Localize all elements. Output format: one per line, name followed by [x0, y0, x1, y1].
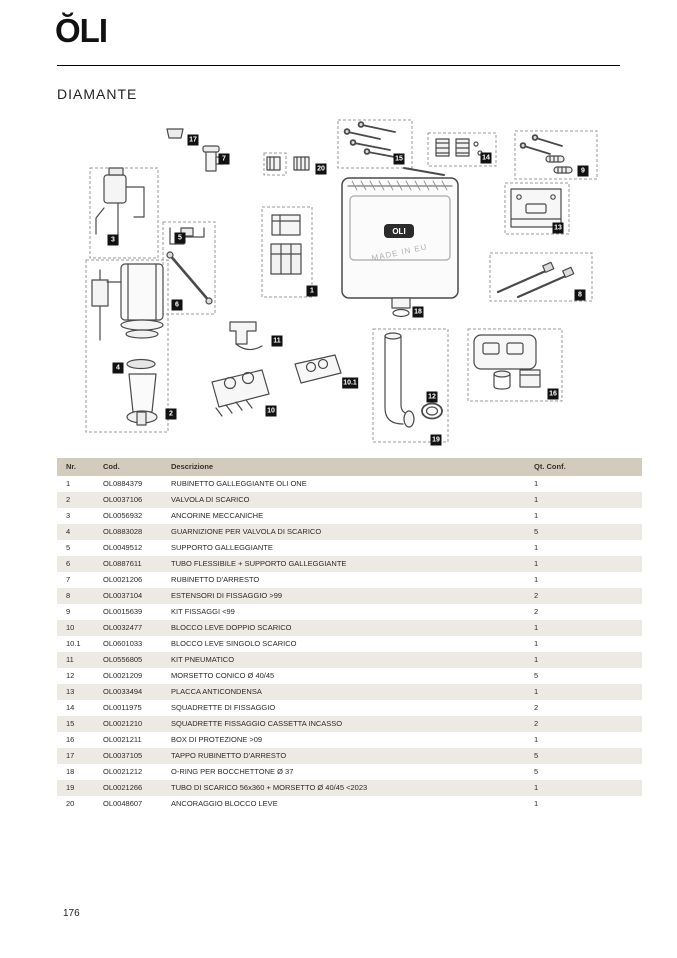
part-code: OL0021209	[103, 671, 143, 680]
part-qty: 1	[534, 735, 539, 744]
part-code: OL0056932	[103, 511, 143, 520]
diagram-part-label: 4	[113, 363, 124, 374]
part-code: OL0887611	[103, 559, 142, 568]
part-qty: 1	[534, 575, 539, 584]
diagram-part-label: 20	[317, 165, 325, 173]
table-row	[57, 620, 642, 636]
diagram-part-label: 7	[219, 154, 230, 165]
part-nr: 9	[66, 607, 71, 616]
part-description: BOX DI PROTEZIONE >09	[171, 735, 263, 744]
table-row	[57, 636, 642, 652]
part-nr: 20	[66, 799, 75, 808]
part-qty: 1	[534, 639, 539, 648]
part-description: KIT FISSAGGI <99	[171, 607, 235, 616]
part-qty: 1	[534, 543, 539, 552]
diagram-part-label: 15	[395, 155, 403, 163]
part-description: O-RING PER BOCCHETTONE Ø 37	[171, 767, 294, 776]
part-qty: 1	[534, 799, 539, 808]
part-qty: 5	[534, 671, 539, 680]
part-qty: 1	[534, 495, 539, 504]
part-code: OL0021206	[103, 575, 143, 584]
part-description: TUBO FLESSIBILE + SUPPORTO GALLEGGIANTE	[171, 559, 347, 568]
part-nr: 17	[66, 751, 75, 760]
part-nr: 15	[66, 719, 75, 728]
diagram-labels	[0, 112, 677, 458]
part-nr: 2	[66, 495, 71, 504]
part-description: SUPPORTO GALLEGGIANTE	[171, 543, 273, 552]
part-code: OL0021266	[103, 783, 143, 792]
table-row	[57, 556, 642, 572]
part-description: SQUADRETTE DI FISSAGGIO	[171, 703, 276, 712]
part-nr: 10.1	[66, 639, 81, 648]
page-title: DIAMANTE	[57, 86, 138, 102]
part-nr: 4	[66, 527, 71, 536]
parts-table-body	[57, 476, 642, 812]
table-row	[57, 572, 642, 588]
part-qty: 1	[534, 783, 539, 792]
part-nr: 6	[66, 559, 71, 568]
diagram-part-label: 10	[267, 407, 275, 415]
part-description: ANCORAGGIO BLOCCO LEVE	[171, 799, 278, 808]
part-code: OL0037104	[103, 591, 143, 600]
part-nr: 5	[66, 543, 71, 552]
part-description: TUBO DI SCARICO 56x360 + MORSETTO Ø 40/45 <2023	[171, 783, 368, 792]
part-code: OL0021212	[103, 767, 143, 776]
diagram-part-label: 5	[175, 233, 186, 244]
table-row	[57, 492, 642, 508]
part-code: OL0015639	[103, 607, 143, 616]
table-row	[57, 780, 642, 796]
oli-logo: ŎLI	[55, 12, 107, 49]
table-row	[57, 476, 642, 492]
table-row	[57, 796, 642, 812]
table-row	[57, 684, 642, 700]
part-qty: 1	[534, 623, 539, 632]
col-header-descrizione: Descrizione	[171, 458, 520, 476]
part-nr: 13	[66, 687, 75, 696]
table-row	[57, 604, 642, 620]
table-row	[57, 540, 642, 556]
part-description: PLACCA ANTICONDENSA	[171, 687, 262, 696]
part-description: GUARNIZIONE PER VALVOLA DI SCARICO	[171, 527, 322, 536]
part-nr: 14	[66, 703, 75, 712]
part-description: BLOCCO LEVE SINGOLO SCARICO	[171, 639, 297, 648]
part-qty: 1	[534, 559, 539, 568]
diagram-part-label: 9	[578, 166, 589, 177]
part-code: OL0021211	[103, 735, 142, 744]
part-code: OL0021210	[103, 719, 143, 728]
part-qty: 2	[534, 719, 539, 728]
part-nr: 1	[66, 479, 71, 488]
part-code: OL0883028	[103, 527, 143, 536]
part-code: OL0033494	[103, 687, 143, 696]
diagram-part-label: 11	[273, 337, 281, 345]
part-code: OL0601033	[103, 639, 143, 648]
part-qty: 5	[534, 751, 539, 760]
diagram-part-label: 8	[575, 290, 586, 301]
cistern-brand-text: OLI	[392, 227, 406, 236]
header-rule	[57, 65, 620, 66]
part-code: OL0048607	[103, 799, 143, 808]
part-qty: 5	[534, 767, 539, 776]
part-description: TAPPO RUBINETTO D'ARRESTO	[171, 751, 287, 760]
diagram-part-label: 16	[549, 390, 557, 398]
part-description: KIT PNEUMATICO	[171, 655, 235, 664]
part-nr: 11	[66, 655, 74, 664]
diagram-part-label: 10.1	[343, 379, 357, 387]
exploded-parts-diagram	[0, 112, 677, 458]
diagram-part-label: 2	[166, 409, 177, 420]
part-code: OL0884379	[103, 479, 143, 488]
table-header-row	[57, 458, 642, 476]
diagram-part-label: 17	[189, 136, 197, 144]
table-row	[57, 652, 642, 668]
diagram-part-label: 14	[482, 154, 490, 162]
part-qty: 1	[534, 687, 539, 696]
part-qty: 5	[534, 527, 539, 536]
part-nr: 7	[66, 575, 71, 584]
table-row	[57, 668, 642, 684]
part-qty: 2	[534, 703, 539, 712]
part-description: RUBINETTO D'ARRESTO	[171, 575, 260, 584]
part-code: OL0556805	[103, 655, 143, 664]
cistern-made-in-eu-text: MADE IN EU	[370, 242, 429, 263]
part-qty: 2	[534, 607, 539, 616]
table-row	[57, 716, 642, 732]
part-description: ESTENSORI DI FISSAGGIO >99	[171, 591, 283, 600]
col-header-qt-conf: Qt. Conf.	[520, 458, 642, 476]
part-description: RUBINETTO GALLEGGIANTE OLI ONE	[171, 479, 307, 488]
part-nr: 18	[66, 767, 75, 776]
diagram-part-label: 13	[554, 224, 562, 232]
parts-table	[57, 458, 642, 812]
table-row	[57, 508, 642, 524]
diagram-part-label: 12	[428, 393, 436, 401]
table-row	[57, 700, 642, 716]
diagram-part-label: 6	[172, 300, 183, 311]
part-nr: 3	[66, 511, 71, 520]
part-description: BLOCCO LEVE DOPPIO SCARICO	[171, 623, 292, 632]
table-row	[57, 764, 642, 780]
col-header-cod: Cod.	[103, 458, 171, 476]
diagram-part-label: 19	[432, 436, 440, 444]
part-qty: 1	[534, 511, 539, 520]
table-row	[57, 588, 642, 604]
part-description: VALVOLA DI SCARICO	[171, 495, 250, 504]
table-row	[57, 732, 642, 748]
diagram-part-label: 3	[108, 235, 119, 246]
part-nr: 12	[66, 671, 75, 680]
page-number: 176	[63, 908, 80, 919]
part-code: OL0032477	[103, 623, 143, 632]
part-nr: 19	[66, 783, 75, 792]
part-description: ANCORINE MECCANICHE	[171, 511, 264, 520]
col-header-nr: Nr.	[57, 458, 103, 476]
part-qty: 1	[534, 479, 539, 488]
part-nr: 8	[66, 591, 71, 600]
part-nr: 10	[66, 623, 75, 632]
part-code: OL0011975	[103, 703, 142, 712]
table-row	[57, 524, 642, 540]
part-code: OL0049512	[103, 543, 143, 552]
part-description: SQUADRETTE FISSAGGIO CASSETTA INCASSO	[171, 719, 343, 728]
part-qty: 1	[534, 655, 539, 664]
part-code: OL0037105	[103, 751, 143, 760]
diagram-part-label: 1	[307, 286, 318, 297]
part-description: MORSETTO CONICO Ø 40/45	[171, 671, 275, 680]
part-nr: 16	[66, 735, 75, 744]
part-code: OL0037106	[103, 495, 143, 504]
part-qty: 2	[534, 591, 539, 600]
table-row	[57, 748, 642, 764]
diagram-part-label: 18	[414, 308, 422, 316]
